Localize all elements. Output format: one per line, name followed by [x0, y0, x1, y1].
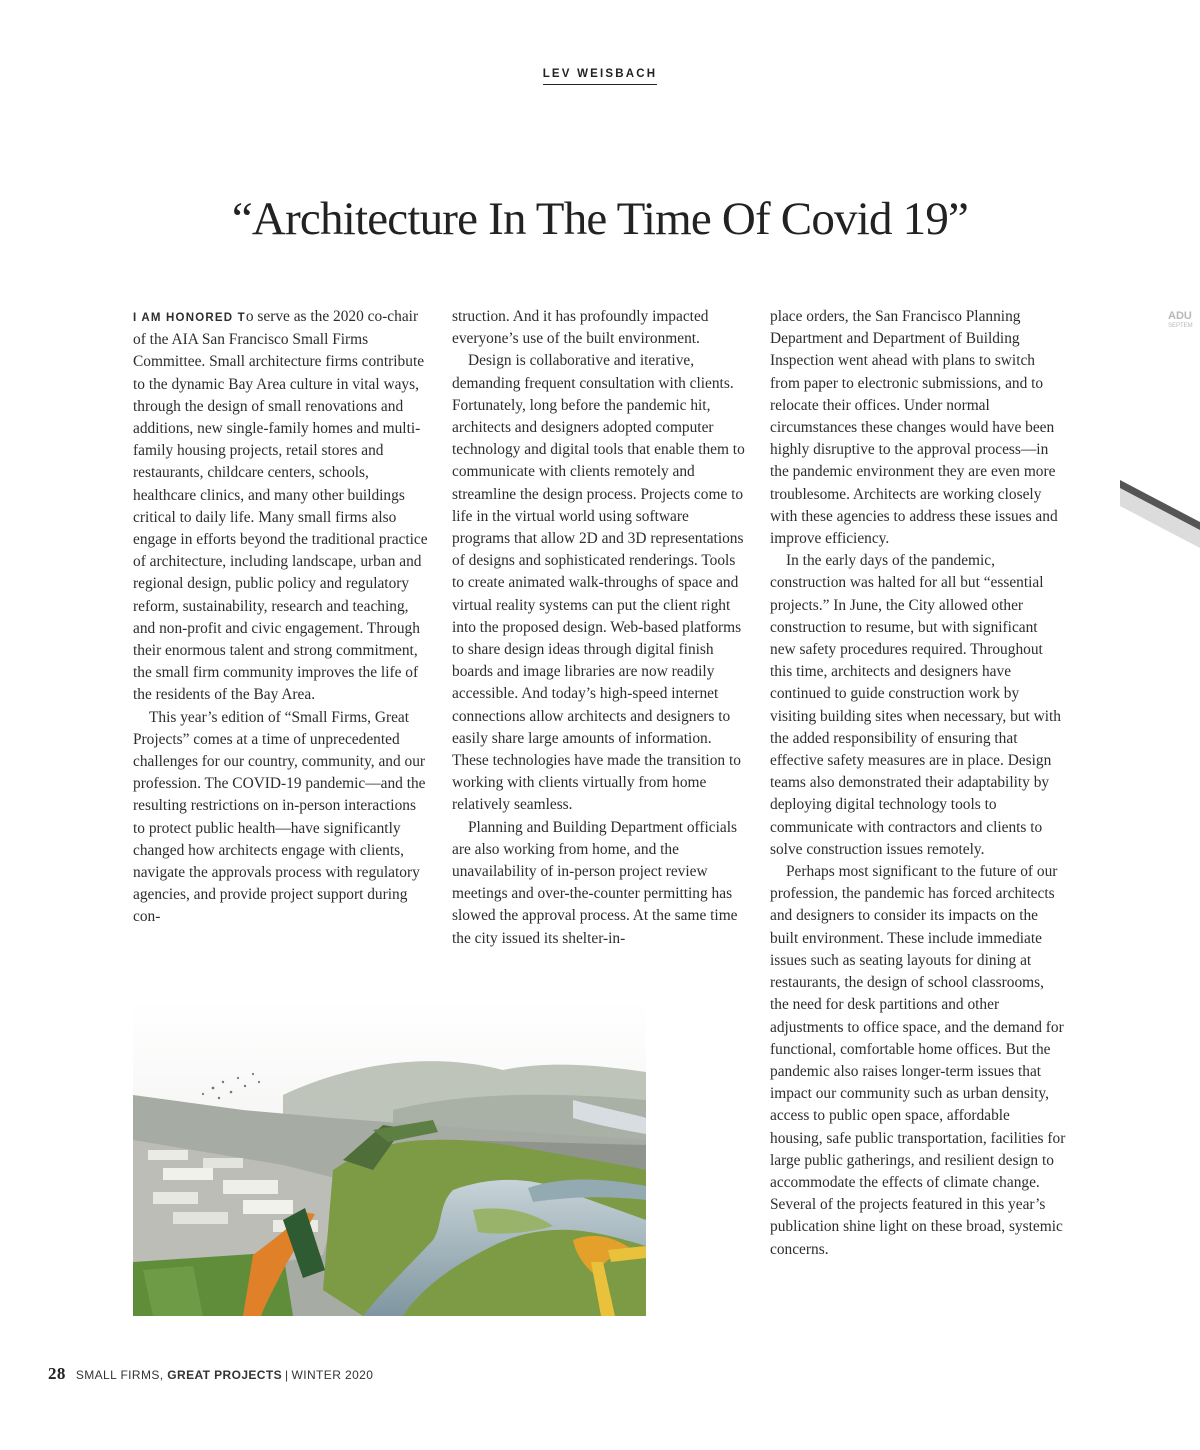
paragraph: In the early days of the pandemic, construction was halted for all but “essential projects.” In June, the City allowed other construction to resume, but with significant new safety procedures required. Throughout this time, architects and designers have continued to guide construction work by visiting building sites when necessary, but with the added responsibility of ensuring that effective safety measures are in place. Design teams also demonstrated their adaptability by deploying digital technology tools to communicate with contractors and clients to solve construction issues remotely.: [770, 552, 1061, 858]
paragraph: place orders, the San Francisco Planning Department and Department of Building Inspection went ahead with plans to switch from paper to electronic submissions, and to relocate their offices. Under normal circumstances these changes would have been highly disruptive to the approval process—in the pandemic environment they are even more troublesome. Architects are working closely with these agencies to address these issues and improve efficiency.: [770, 308, 1058, 548]
paragraph: This year’s edition of “Small Firms, Great Projects” comes at a time of unprecedented challenges for our country, community, and our profession. The COVID-19 pandemic—and the resulting restrictions on in-person interactions to protect public health—have significantly changed how architects engage with clients, navigate the approvals process with regulatory agencies, and provide project support during con-: [133, 708, 426, 926]
byline: [0, 64, 1200, 85]
publication-name-bold: GREAT PROJECTS: [167, 1368, 282, 1382]
text-column-1: [133, 306, 429, 929]
text-column-2: [452, 306, 748, 950]
paragraph-text: o serve as the 2020 co-chair of the AIA San Francisco Small Firms Committee. Small architecture firms contribute to the dynamic Bay Area culture in vital ways, through the design of small renovations and additions, new single-family homes and multi-family housing projects, retail stores and restaurants, childcare centers, schools, healthcare clinics, and many other buildings critical to daily life. Many small firms also engage in efforts beyond the traditional practice of architecture, including landscape, urban and regional design, public policy and regulatory reform, sustainability, research and teaching, and non-profit and civic engagement. Through their enormous talent and strong commitment, the small firm community improves the life of the residents of the Bay Area.: [133, 308, 428, 704]
paragraph: struction. And it has profoundly impacted everyone’s use of the built environment.: [452, 308, 709, 348]
paragraph: Planning and Building Department officials are also working from home, and the unavailability of in-person project review meetings and over-the-counter permitting has slowed the approval process. At the same time the city issued its shelter-in-: [452, 818, 738, 947]
edge-label-line2: SEPTEM: [1168, 323, 1193, 329]
aerial-landscape-rendering: [133, 1000, 646, 1316]
author-name: LEV WEISBACH: [543, 68, 658, 85]
footer-separator: |: [285, 1368, 289, 1382]
next-page-edge-label: [1168, 311, 1193, 330]
text-column-3: [770, 306, 1066, 1261]
article-title: “Architecture In The Time Of Covid 19”: [231, 193, 969, 245]
paragraph: [133, 306, 429, 707]
publication-name: SMALL FIRMS,: [75, 1368, 168, 1382]
paragraph: Perhaps most significant to the future of our profession, the pandemic has forced architects and designers to consider its impacts on the built environment. These include immediate issues such as seating layouts for dining at restaurants, the design of school classrooms, the need for desk partitions and other adjustments to office space, and the demand for functional, comfortable home offices. But the pandemic also raises longer-term issues that impact our community such as urban density, access to public open space, affordable housing, safe public transportation, facilities for large public gatherings, and resilient design to accommodate the effects of climate change. Several of the projects featured in this year’s publication shine light on these broad, systemic concerns.: [770, 863, 1066, 1258]
page-number: 28: [48, 1364, 66, 1383]
edge-label-line1: ADU: [1168, 310, 1192, 322]
paragraph: Design is collaborative and iterative, demanding frequent consultation with clients. Fortunately, long before the pandemic hit, architects and designers adopted computer technology and digital tools that enable them to communicate with clients remotely and streamline the design process. Projects come to life in the virtual world using software programs that allow 2D and 3D representations of designs and sophisticated renderings. Tools to create animated walk-throughs of space and virtual reality systems can put the client right into the proposed design. Web-based platforms to share design ideas through digital finish boards and image libraries are now readily accessible. And today’s high-speed internet connections allow architects and designers to easily share large amounts of information. These technologies have made the transition to working with clients virtually from home relatively seamless.: [452, 352, 745, 814]
next-page-edge-graphic: [1110, 466, 1200, 556]
page-footer: [48, 1364, 648, 1384]
issue-label: WINTER 2020: [291, 1368, 374, 1382]
lead-in: I AM HONORED T: [133, 312, 246, 324]
